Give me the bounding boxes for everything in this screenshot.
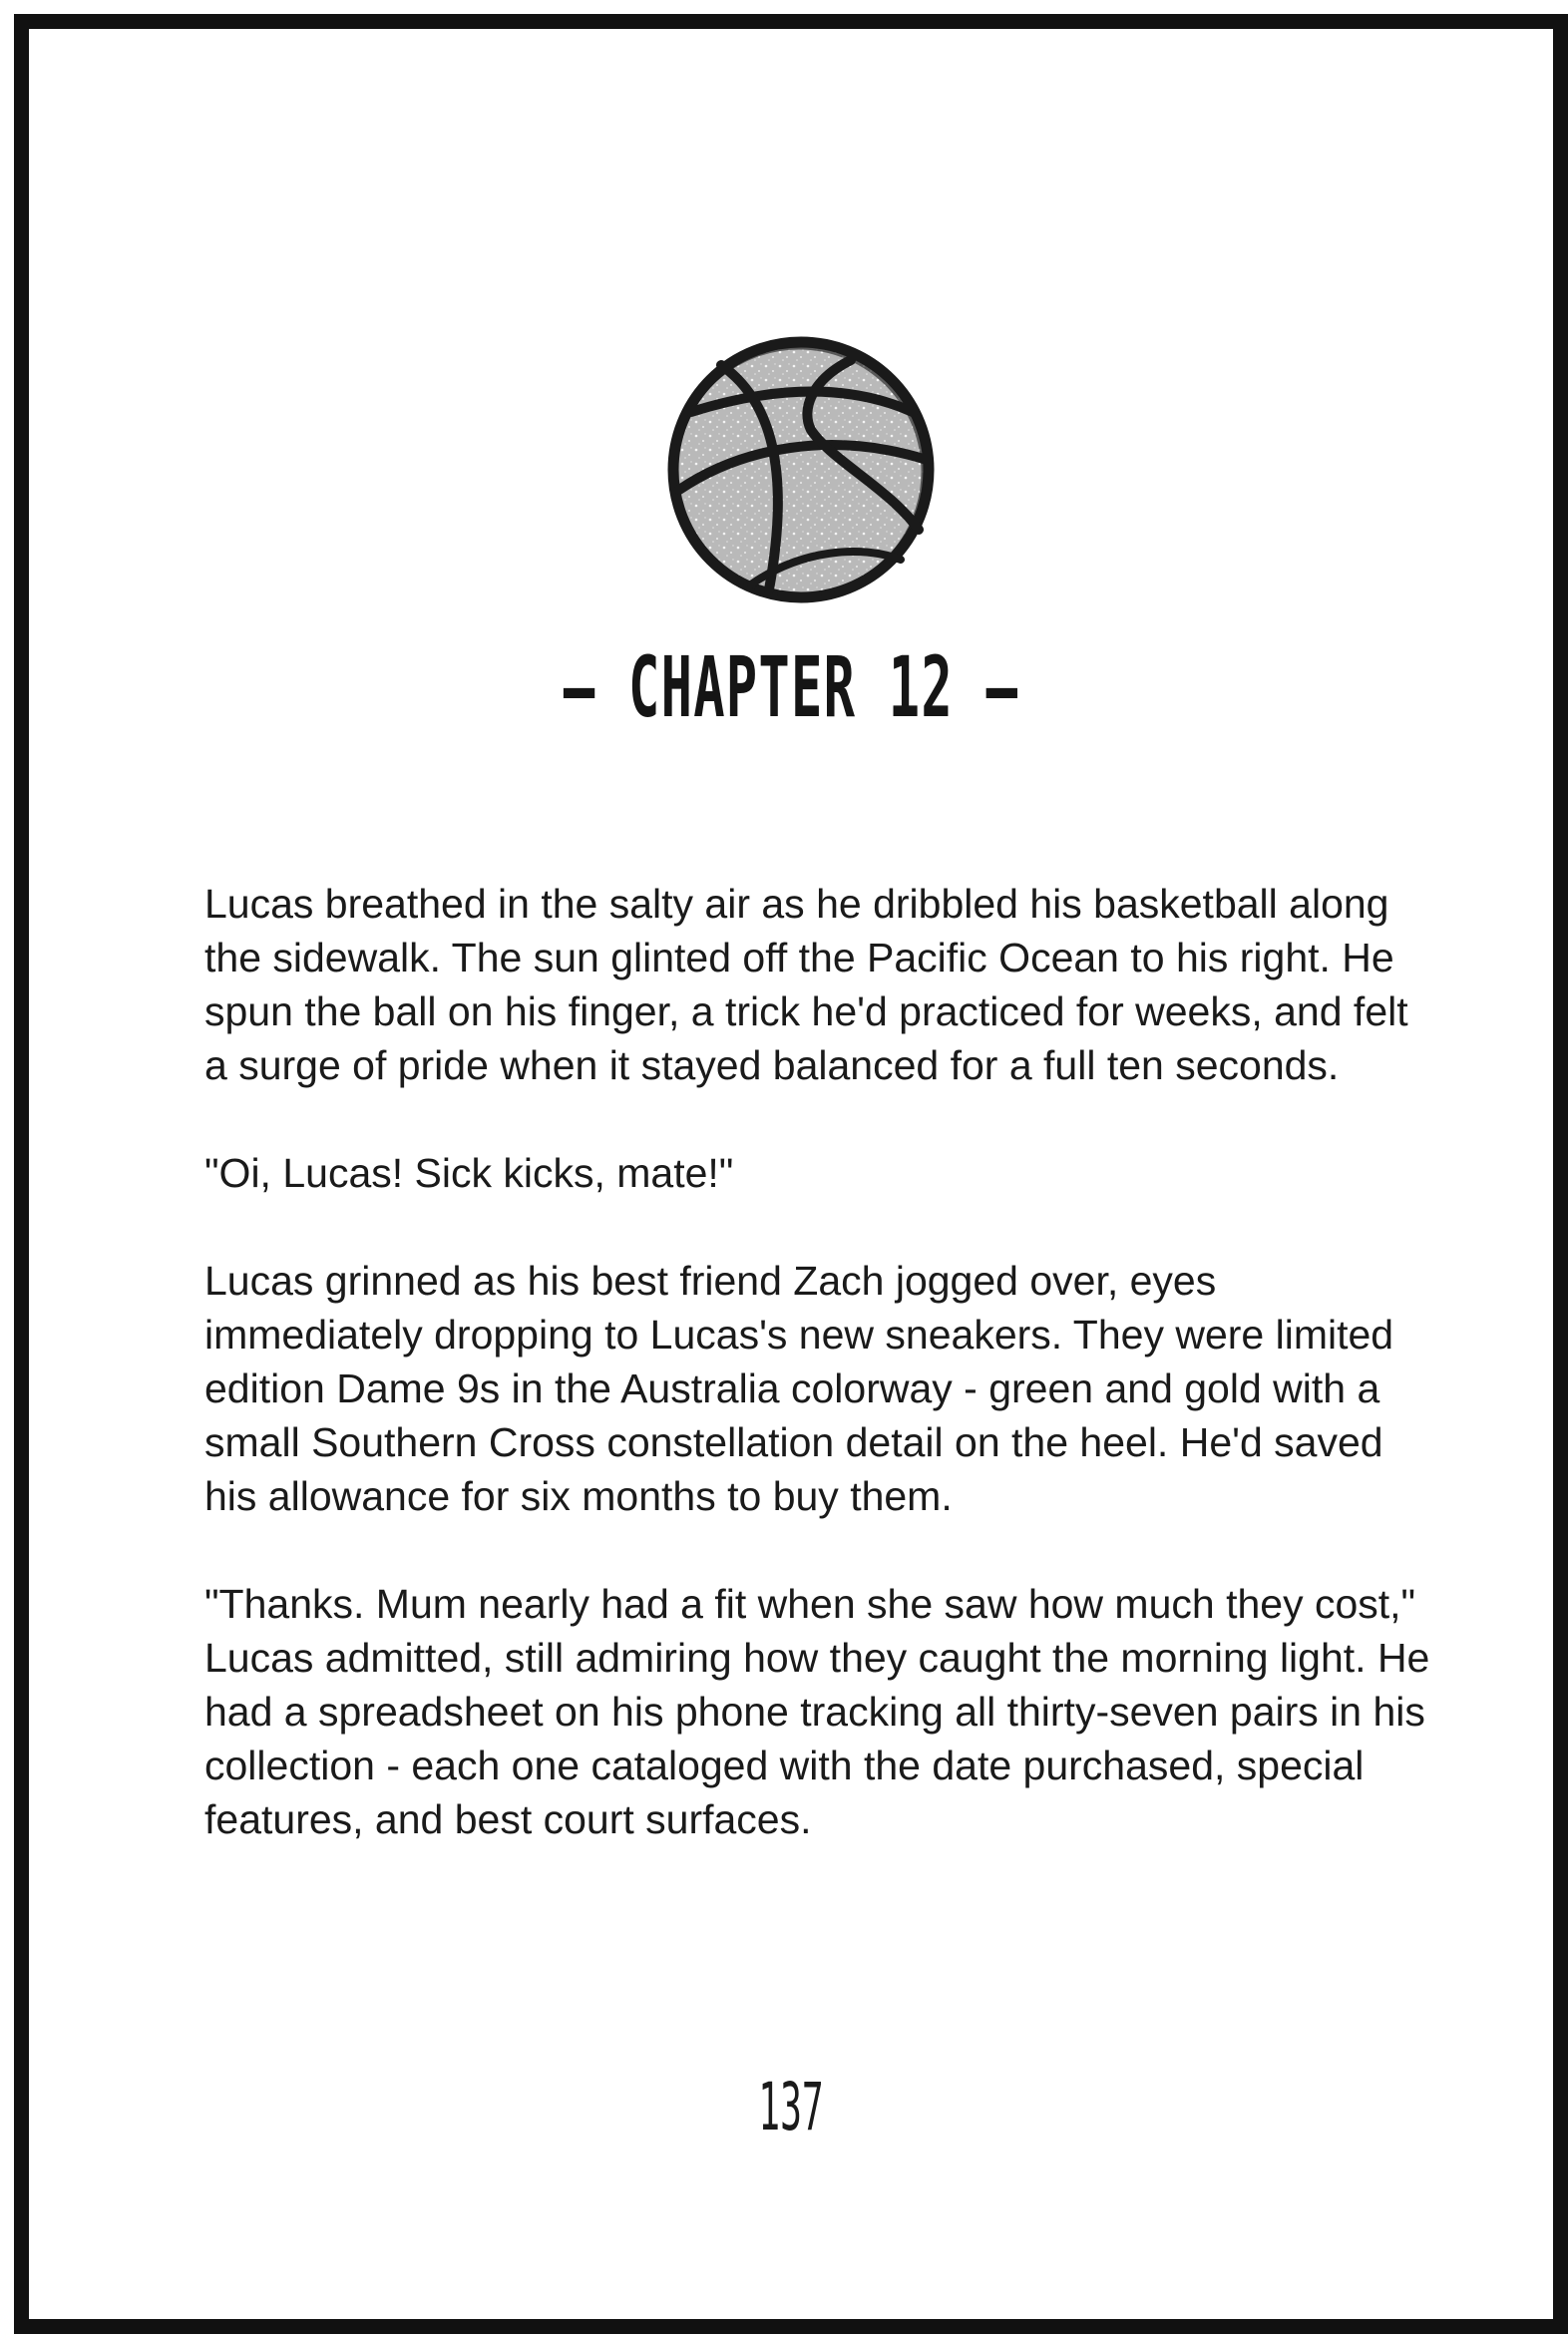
basketball-icon [651, 320, 951, 619]
chapter-title: – CHAPTER 12 – [563, 638, 1019, 736]
paragraph: "Oi, Lucas! Sick kicks, mate!" [204, 1150, 734, 1196]
page-frame [14, 14, 1568, 2334]
paragraph: "Thanks. Mum nearly had a fit when she saw how much they cost," Lucas admitted, still admiring how they caught the morning light. He had a spreadsheet on his phone tracking all thirty-seven pairs in his collection - each one cataloged with the date purchased, special features, and best court surfaces. [204, 1581, 1430, 1842]
body-text [204, 877, 1441, 1900]
paragraph: Lucas grinned as his best friend Zach jogged over, eyes immediately dropping to Lucas's new sneakers. They were limited edition Dame 9s in the Australia colorway - green and gold with a small Southern Cross constellation detail on the heel. He'd saved his allowance for six months to buy them. [204, 1258, 1394, 1519]
paragraph: Lucas breathed in the salty air as he dribbled his basketball along the sidewalk. The sun glinted off the Pacific Ocean to his right. He spun the ball on his finger, a trick he'd practiced for weeks, and felt a surge of pride when it stayed balanced for a full ten seconds. [204, 881, 1408, 1088]
page-number: 137 [758, 2069, 824, 2145]
